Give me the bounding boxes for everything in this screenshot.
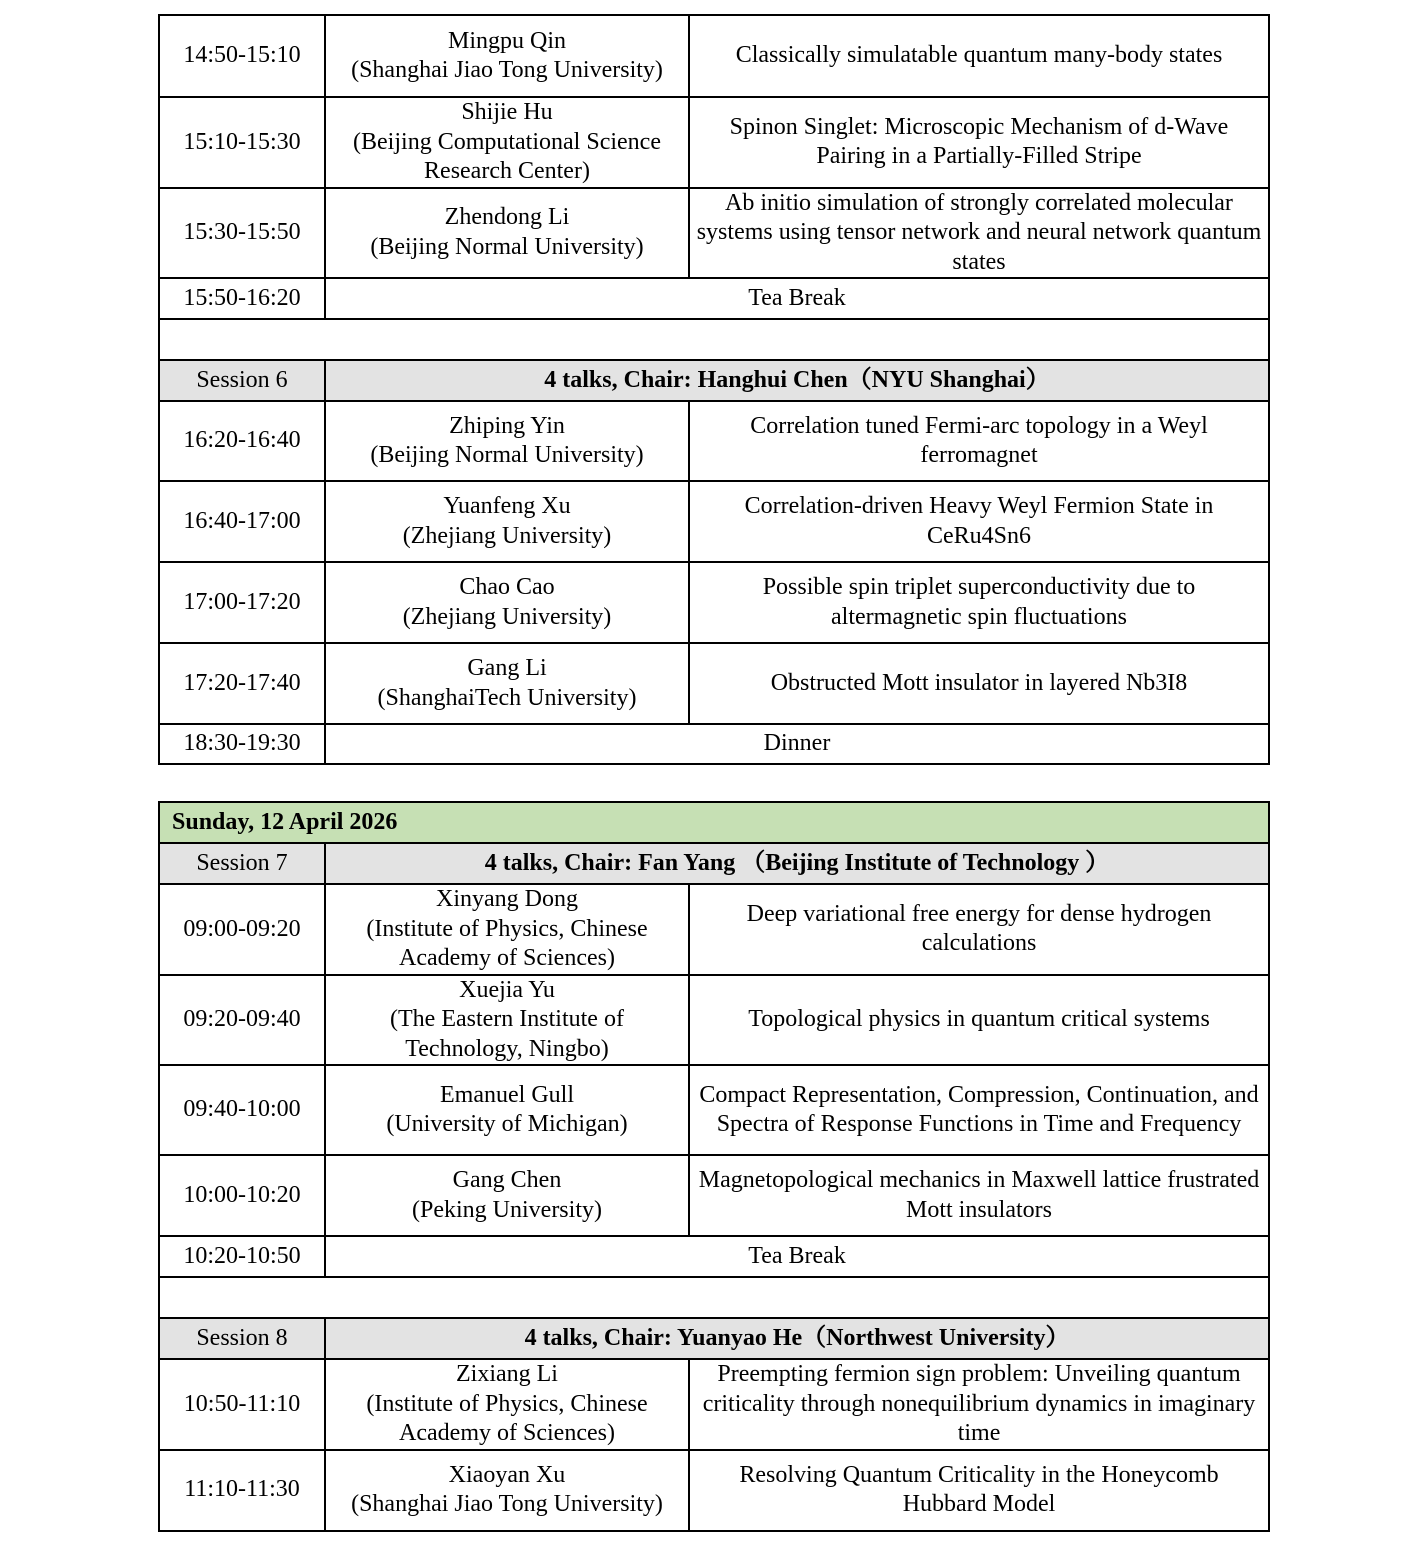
session-header-row bbox=[159, 360, 1269, 401]
speaker-affiliation: (Beijing Normal University) bbox=[370, 233, 644, 260]
speaker-name: Xinyang Dong bbox=[436, 886, 578, 912]
talk-title: Correlation tuned Fermi-arc topology in a Weyl ferromagnet bbox=[689, 401, 1269, 481]
talk-title: Ab initio simulation of strongly correlated molecular systems using tensor network and neural network quantum states bbox=[689, 188, 1269, 279]
schedule-table-sunday bbox=[158, 801, 1270, 1532]
speaker-name: Zhendong Li bbox=[444, 204, 570, 231]
talk-row bbox=[159, 481, 1269, 562]
speaker-cell bbox=[325, 97, 689, 188]
spacer-row bbox=[159, 1277, 1269, 1318]
talk-row bbox=[159, 1359, 1269, 1450]
break-label: Tea Break bbox=[325, 278, 1269, 319]
speaker-name: Yuanfeng Xu bbox=[443, 493, 571, 519]
speaker-name: Zixiang Li bbox=[456, 1361, 558, 1387]
talk-row bbox=[159, 1155, 1269, 1236]
speaker-name: Chao Cao bbox=[459, 574, 555, 600]
speaker-cell bbox=[325, 15, 689, 97]
speaker-affiliation: (Beijing Normal University) bbox=[370, 442, 644, 468]
talk-time: 10:00-10:20 bbox=[159, 1155, 325, 1236]
speaker-name: Gang Li bbox=[467, 655, 547, 681]
talk-row bbox=[159, 15, 1269, 97]
speaker-name: Xiaoyan Xu bbox=[448, 1461, 566, 1488]
speaker-affiliation: (The Eastern Institute of Technology, Ningbo) bbox=[390, 1006, 624, 1062]
speaker-cell bbox=[325, 1155, 689, 1236]
speaker-cell bbox=[325, 975, 689, 1066]
talk-row bbox=[159, 1065, 1269, 1155]
talk-row bbox=[159, 562, 1269, 643]
speaker-cell bbox=[325, 643, 689, 724]
session-header-row bbox=[159, 1318, 1269, 1359]
day-header-row bbox=[159, 802, 1269, 843]
break-row bbox=[159, 278, 1269, 319]
talk-title: Correlation-driven Heavy Weyl Fermion State in CeRu4Sn6 bbox=[689, 481, 1269, 562]
spacer-cell bbox=[159, 1277, 1269, 1318]
speaker-cell bbox=[325, 1065, 689, 1155]
session-header-row bbox=[159, 843, 1269, 884]
talk-time: 09:20-09:40 bbox=[159, 975, 325, 1066]
talk-time: 09:00-09:20 bbox=[159, 884, 325, 975]
talk-title: Obstructed Mott insulator in layered Nb3I8 bbox=[689, 643, 1269, 724]
break-time: 18:30-19:30 bbox=[159, 724, 325, 764]
speaker-affiliation: (Institute of Physics, Chinese Academy of Sciences) bbox=[366, 1390, 648, 1446]
session-chair: 4 talks, Chair: Yuanyao He（Northwest University） bbox=[325, 1318, 1269, 1359]
talk-time: 10:50-11:10 bbox=[159, 1359, 325, 1450]
talk-title: Topological physics in quantum critical systems bbox=[689, 975, 1269, 1066]
speaker-cell bbox=[325, 401, 689, 481]
speaker-affiliation: (Beijing Computational Science Research Center) bbox=[353, 128, 661, 184]
talk-time: 11:10-11:30 bbox=[159, 1450, 325, 1531]
break-label: Tea Break bbox=[325, 1236, 1269, 1277]
break-row bbox=[159, 724, 1269, 764]
session-chair: 4 talks, Chair: Fan Yang （Beijing Institute of Technology ） bbox=[325, 843, 1269, 884]
break-label: Dinner bbox=[325, 724, 1269, 764]
talk-row bbox=[159, 188, 1269, 279]
speaker-name: Shijie Hu bbox=[461, 99, 553, 125]
speaker-cell bbox=[325, 481, 689, 562]
talk-row bbox=[159, 884, 1269, 975]
talk-row bbox=[159, 97, 1269, 188]
speaker-cell bbox=[325, 1450, 689, 1531]
speaker-name: Mingpu Qin bbox=[447, 27, 566, 54]
session-label: Session 6 bbox=[159, 360, 325, 401]
talk-time: 09:40-10:00 bbox=[159, 1065, 325, 1155]
break-row bbox=[159, 1236, 1269, 1277]
talk-title: Resolving Quantum Criticality in the Honeycomb Hubbard Model bbox=[689, 1450, 1269, 1531]
speaker-affiliation: (ShanghaiTech University) bbox=[377, 684, 637, 711]
schedule-table-saturday bbox=[158, 14, 1270, 765]
speaker-name: Gang Chen bbox=[452, 1167, 562, 1193]
speaker-affiliation: (Shanghai Jiao Tong University) bbox=[351, 57, 663, 83]
talk-time: 14:50-15:10 bbox=[159, 15, 325, 97]
session-label: Session 7 bbox=[159, 843, 325, 884]
spacer-row bbox=[159, 319, 1269, 360]
speaker-affiliation: (Zhejiang University) bbox=[402, 522, 612, 549]
talk-time: 17:00-17:20 bbox=[159, 562, 325, 643]
talk-title: Compact Representation, Compression, Continuation, and Spectra of Response Functions in Time and Frequency bbox=[689, 1065, 1269, 1155]
speaker-name: Zhiping Yin bbox=[449, 412, 565, 439]
talk-time: 16:40-17:00 bbox=[159, 481, 325, 562]
session-label: Session 8 bbox=[159, 1318, 325, 1359]
speaker-cell bbox=[325, 562, 689, 643]
day-header: Sunday, 12 April 2026 bbox=[159, 802, 1269, 843]
talk-title: Possible spin triplet superconductivity due to altermagnetic spin fluctuations bbox=[689, 562, 1269, 643]
break-time: 15:50-16:20 bbox=[159, 278, 325, 319]
speaker-affiliation: (Zhejiang University) bbox=[402, 603, 612, 630]
talk-title: Preempting fermion sign problem: Unveiling quantum criticality through nonequilibrium dynamics in imaginary time bbox=[689, 1359, 1269, 1450]
talk-time: 15:10-15:30 bbox=[159, 97, 325, 188]
speaker-name: Emanuel Gull bbox=[440, 1081, 574, 1108]
talk-time: 16:20-16:40 bbox=[159, 401, 325, 481]
break-time: 10:20-10:50 bbox=[159, 1236, 325, 1277]
talk-time: 15:30-15:50 bbox=[159, 188, 325, 279]
talk-title: Deep variational free energy for dense hydrogen calculations bbox=[689, 884, 1269, 975]
speaker-affiliation: (Shanghai Jiao Tong University) bbox=[351, 1491, 663, 1517]
talk-title: Magnetopological mechanics in Maxwell lattice frustrated Mott insulators bbox=[689, 1155, 1269, 1236]
speaker-cell bbox=[325, 884, 689, 975]
talk-row bbox=[159, 1450, 1269, 1531]
speaker-affiliation: (Institute of Physics, Chinese Academy of Sciences) bbox=[366, 915, 648, 971]
talk-row bbox=[159, 643, 1269, 724]
talk-row bbox=[159, 975, 1269, 1066]
spacer-cell bbox=[159, 319, 1269, 360]
speaker-affiliation: (University of Michigan) bbox=[386, 1111, 628, 1137]
session-chair: 4 talks, Chair: Hanghui Chen（NYU Shanghai） bbox=[325, 360, 1269, 401]
talk-title: Classically simulatable quantum many-body states bbox=[689, 15, 1269, 97]
speaker-cell bbox=[325, 188, 689, 279]
talk-row bbox=[159, 401, 1269, 481]
speaker-cell bbox=[325, 1359, 689, 1450]
speaker-name: Xuejia Yu bbox=[459, 976, 555, 1003]
talk-time: 17:20-17:40 bbox=[159, 643, 325, 724]
talk-title: Spinon Singlet: Microscopic Mechanism of d-Wave Pairing in a Partially-Filled Stripe bbox=[689, 97, 1269, 188]
speaker-affiliation: (Peking University) bbox=[412, 1196, 602, 1223]
